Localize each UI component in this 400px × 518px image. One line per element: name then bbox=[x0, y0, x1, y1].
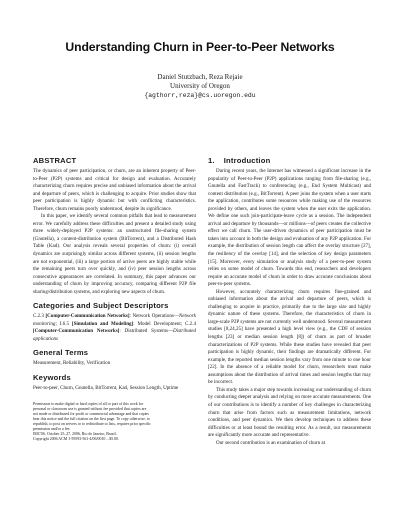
introduction-heading: 1. Introduction bbox=[208, 156, 271, 165]
intro-paragraph-3: This study takes a major step towards increasing our understanding of churn by conducting deeper analysis and relying on more accurate measurements. One of our contributions is to identify a number of key challenges in characterizing churn that arise from factors such as measurement limitations, network conditions, and peer dynamics. We then develop techniques to address these difficulties or at least bound the resulting error. As a result, our measurements are significantly more accurate and representative. bbox=[208, 386, 371, 439]
copyright-footnote: Permission to make digital or hard copies of all or part of this work for personal or classroom use is granted without fee provided that copies are not made or distributed for profit or commercial advantage and that copies bear this notice and the full citation on the first page. To copy otherwise, to republish, to post on servers or to redistribute to lists, requires prior specific permission and/or a fee. IMC'06, October 25–27, 2006, Rio de Janeiro, Brazil. Copyright 2006 ACM 1-59593-561-4/06/0010 ...$5.00. bbox=[33, 401, 151, 441]
general-terms-heading: General Terms bbox=[33, 348, 89, 358]
intro-paragraph-2: However, accurately characterizing churn requires fine-grained and unbiased information about the arrival and departure of peers, which is challenging to acquire in practice, primarily due to the large size and highly dynamic nature of these systems. Therefore, the characteristics of churn in large-scale P2P systems are not currently well understood. Several measurement studies [8,24,25] have presented a high level view (e.g., the CDF of session lengths [23] or median session length [8]) of churn as part of broader characterizations of P2P systems. While these studies have revealed that peer participation is highly dynamic, their findings are dramatically different. For example, the reported median session lengths vary from one minute to one hour [22]. In the absence of a reliable model for churn, researchers must make assumptions about the distribution of arrival times and session lengths that may be incorrect. bbox=[208, 288, 371, 386]
abstract-paragraph-1: The dynamics of peer participation, or churn, are an inherent property of Peer-to-Peer (P2P) systems and critical for design and evaluation. Accurately characterizing churn requires precise and unbiased information about the arrival and departure of peers, which is challenging to acquire. Prior studies show that peer participation is highly dynamic but with conflicting characteristics. Therefore, churn remains poorly understood, despite its significance. bbox=[33, 168, 196, 212]
author-block bbox=[0, 73, 400, 101]
intro-paragraph-1: During recent years, the Internet has witnessed a significant increase in the popularity of Peer-to-Peer (P2P) applications ranging from file-sharing (e.g., Gnutella and FastTrack) to conferencing (e.g., End System Multicast) and content distribution (e.g., BitTorrent). A peer joins the system when a user starts the application, contributes some resources while making use of the resources provided by others, and leaves the system when the user exits the application. We define one such join-participate-leave cycle as a session. The independent arrival and departure by thousands—or millions—of peers creates the collective effect we call churn. The user-driven dynamics of peer participation must be taken into account in both the design and evaluation of any P2P application. For example, the distribution of session length can affect the overlay structure [27], the resiliency of the overlay [14], and the selection of key design parameters [15]. Moreover, every simulation or analysis study of a peer-to-peer system relies on some model of churn. Towards this end, researchers and developers require an accurate model of churn in order to draw accurate conclusions about peer-to-peer systems. bbox=[208, 168, 371, 288]
abstract-paragraph-2: In this paper, we identify several common pitfalls that lead to measurement error. We carefully address these difficulties and present a detailed study using three widely-deployed P2P systems: an unstructured file-sharing system (Gnutella), a content-distribution system (BitTorrent), and a Distributed Hash Table (Kad). Our analysis reveals several properties of churn: (i) overall dynamics are surprisingly similar across different systems, (ii) session lengths are not exponential, (iii) a large portion of active peers are highly stable while the remaining peers turn over quickly, and (iv) peer session lengths across consecutive appearances are correlated. In summary, this paper advances our understanding of churn by improving accuracy, comparing different P2P file sharing/distribution systems, and exploring new aspects of churn. bbox=[33, 213, 196, 295]
author-names: Daniel Stutzbach, Reza Rejaie bbox=[157, 73, 243, 81]
categories-heading: Categories and Subject Descriptors bbox=[33, 301, 169, 311]
categories-text: C.2.3 [Computer-Communication Networks]: Network Operations—Network monitoring; I.6.5 [Simulation and Modeling]: Model Development; C.2.4 [Computer-Communication Networks]: Distributed Systems—Distributed applications bbox=[33, 313, 197, 342]
keywords-heading: Keywords bbox=[33, 373, 71, 383]
author-email: {agthorr,reza}@cs.uoregon.edu bbox=[144, 92, 256, 100]
abstract-heading: ABSTRACT bbox=[33, 156, 77, 165]
general-terms-text: Measurement, Reliability, Verification bbox=[33, 360, 111, 367]
left-column bbox=[33, 156, 196, 442]
author-affiliation: University of Oregon bbox=[170, 82, 230, 91]
paper-title: Understanding Churn in Peer-to-Peer Networks bbox=[65, 40, 335, 54]
keywords-text: Peer-to-peer, Churn, Gnutella, BitTorrent, Kad, Session Length, Uptime bbox=[33, 385, 179, 392]
right-column bbox=[208, 156, 371, 447]
intro-paragraph-4: Our second contribution is an examination of churn at bbox=[216, 439, 326, 446]
